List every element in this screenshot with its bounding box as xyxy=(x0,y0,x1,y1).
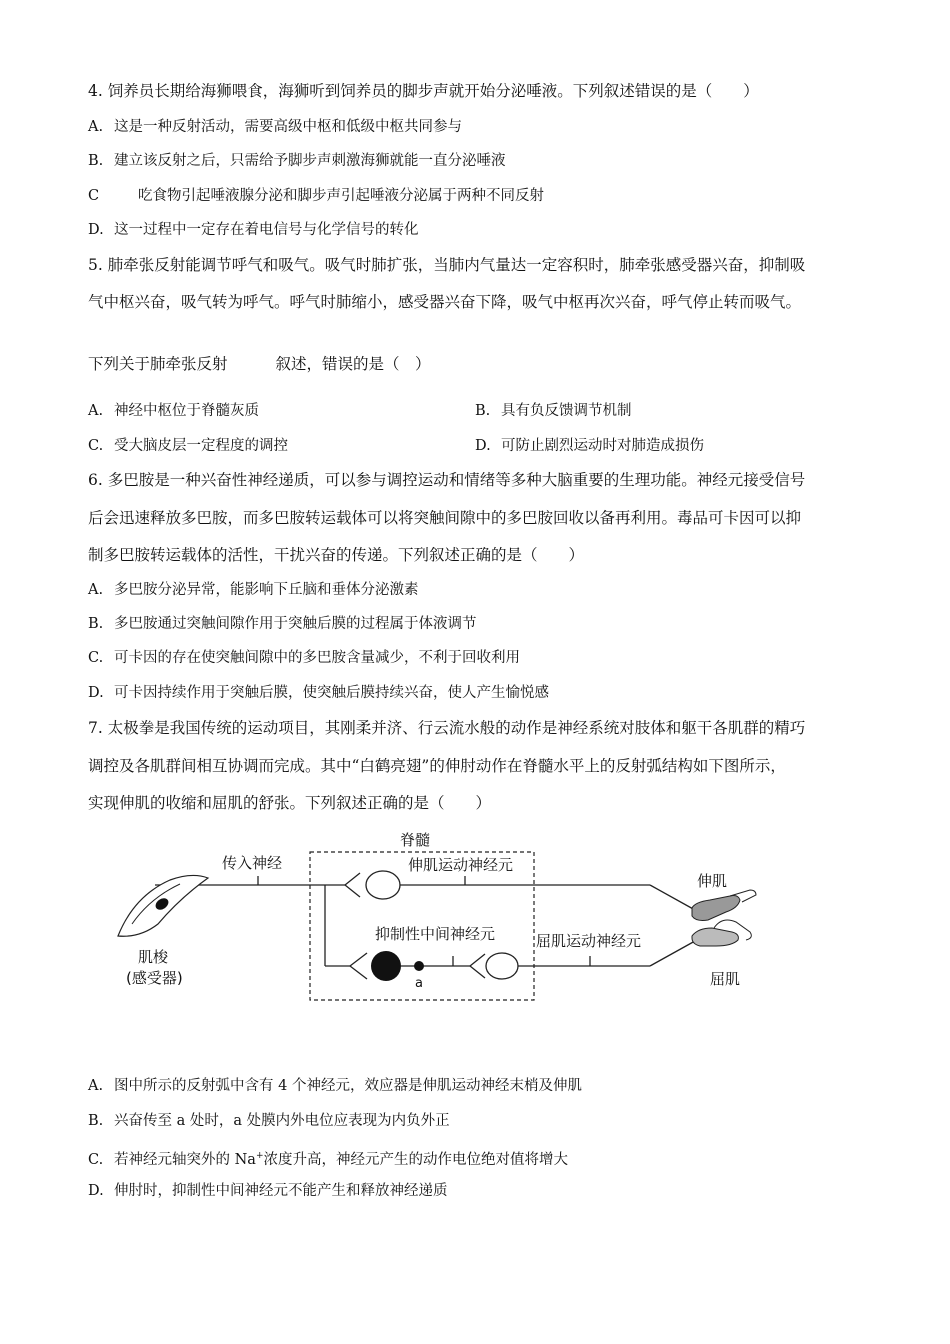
option-text: 神经中枢位于脊髓灰质 xyxy=(114,403,259,419)
option-text-before: 若神经元轴突外的 Na xyxy=(114,1151,256,1168)
nerve-to-flexor xyxy=(650,941,695,966)
option-letter: A. xyxy=(88,119,104,135)
q5-stem-part-a: 下列关于肺牵张反射 xyxy=(88,355,228,373)
q6-stem-line1: 6. 多巴胺是一种兴奋性神经递质，可以参与调控运动和情绪等多种大脑重要的生理功能。神经元接受信号 xyxy=(88,471,806,489)
q4-option-c xyxy=(88,186,544,206)
interneuron-synapse xyxy=(470,966,485,978)
q7-stem-line2: 调控及各肌群间相互协调而完成。其中“白鹤亮翅”的伸肘动作在脊髓水平上的反射弧结构如下图所示， xyxy=(88,757,786,775)
q4-option-a xyxy=(88,117,462,137)
nerve-to-extensor xyxy=(650,885,695,910)
q7-option-a xyxy=(88,1076,582,1096)
interneuron-synapse xyxy=(350,953,367,966)
option-letter: B. xyxy=(475,403,491,419)
interneuron-synapse xyxy=(470,954,485,966)
point-a-label: a xyxy=(415,976,423,991)
q5-stem-line2: 气中枢兴奋，吸气转为呼气。呼气时肺缩小，感受器兴奋下降，吸气中枢再次兴奋，呼气停止转而吸气。 xyxy=(88,293,802,311)
option-letter: D. xyxy=(88,1183,104,1199)
q5-stem-part-b: 叙述，错误的是（ ） xyxy=(275,355,431,373)
q4-option-d xyxy=(88,220,419,240)
option-text: 伸肘时，抑制性中间神经元不能产生和释放神经递质 xyxy=(114,1183,448,1199)
option-letter: A. xyxy=(88,582,104,598)
option-text: 受大脑皮层一定程度的调控 xyxy=(114,438,288,454)
option-letter: C xyxy=(88,188,100,204)
option-letter: D. xyxy=(88,222,104,238)
q7-stem-line3: 实现伸肌的收缩和屈肌的舒张。下列叙述正确的是（ ） xyxy=(88,794,492,812)
q4-stem: 4. 饲养员长期给海狮喂食，海狮听到饲养员的脚步声就开始分泌唾液。下列叙述错误的是（ ） xyxy=(88,82,759,100)
extensor-label: 伸肌 xyxy=(697,872,728,890)
q5-stem-line1: 5. 肺牵张反射能调节呼气和吸气。吸气时肺扩张，当肺内气量达一定容积时，肺牵张感受器兴奋，抑制吸 xyxy=(88,256,806,274)
q6-option-c xyxy=(88,648,520,668)
extensor-motor-label: 伸肌运动神经元 xyxy=(408,856,514,874)
option-text: 具有负反馈调节机制 xyxy=(501,403,632,419)
option-letter: C. xyxy=(88,438,104,454)
option-letter: D. xyxy=(88,685,104,701)
afferent-nerve-label: 传入神经 xyxy=(222,854,283,872)
superscript: + xyxy=(255,1151,264,1161)
flexor-motor-label: 屈肌运动神经元 xyxy=(536,932,642,950)
option-letter: C. xyxy=(88,650,104,666)
option-text: 这是一种反射活动，需要高级中枢和低级中枢共同参与 xyxy=(114,119,462,135)
reflex-arc-diagram xyxy=(110,828,760,1008)
q6-option-b xyxy=(88,614,477,634)
extensor-motor-neuron-body xyxy=(366,871,400,899)
q5-option-d xyxy=(475,436,704,456)
axon-to-extensor-synapse xyxy=(345,873,360,885)
option-letter: B. xyxy=(88,1113,104,1129)
option-letter: B. xyxy=(88,616,104,632)
q5-option-b xyxy=(475,401,632,421)
option-letter: D. xyxy=(475,438,491,454)
interneuron-label: 抑制性中间神经元 xyxy=(375,925,496,943)
option-letter: B. xyxy=(88,153,104,169)
q6-option-d xyxy=(88,683,549,703)
q7-option-d xyxy=(88,1181,448,1201)
q7-stem-line1: 7. 太极拳是我国传统的运动项目，其刚柔并济、行云流水般的动作是神经系统对肢体和躯干各肌群的精巧 xyxy=(88,719,806,737)
receptor-label: (感受器) xyxy=(126,969,183,987)
option-text-after: 浓度升高，神经元产生的动作电位绝对值将增大 xyxy=(263,1151,568,1168)
interneuron-synapse xyxy=(350,966,367,979)
option-text: 吃食物引起唾液腺分泌和脚步声引起唾液分泌属于两种不同反射 xyxy=(138,188,544,204)
flexor-motor-neuron-body xyxy=(486,953,518,979)
q5-option-a xyxy=(88,401,259,421)
q5-stem-line3 xyxy=(88,354,431,374)
option-text: 可卡因持续作用于突触后膜，使突触后膜持续兴奋，使人产生愉悦感 xyxy=(114,685,549,701)
q4-option-b xyxy=(88,151,506,171)
option-text: 兴奋传至 a 处时，a 处膜内外电位应表现为内负外正 xyxy=(114,1113,450,1129)
option-text: 可卡因的存在使突触间隙中的多巴胺含量减少，不利于回收利用 xyxy=(114,650,520,666)
flexor-muscle xyxy=(692,928,738,946)
q7-option-c xyxy=(88,1146,568,1170)
option-letter: A. xyxy=(88,1078,104,1094)
option-text: 多巴胺分泌异常，能影响下丘脑和垂体分泌激素 xyxy=(114,582,419,598)
option-text: 多巴胺通过突触间隙作用于突触后膜的过程属于体液调节 xyxy=(114,616,477,632)
muscle-spindle-label: 肌梭 xyxy=(138,948,169,966)
option-text: 建立该反射之后，只需给予脚步声刺激海狮就能一直分泌唾液 xyxy=(114,153,506,169)
option-text: 图中所示的反射弧中含有 4 个神经元，效应器是伸肌运动神经末梢及伸肌 xyxy=(114,1078,582,1094)
q7-option-b xyxy=(88,1111,450,1131)
q5-option-c xyxy=(88,436,288,456)
option-letter: A. xyxy=(88,403,104,419)
point-a-marker xyxy=(414,961,424,971)
flexor-label: 屈肌 xyxy=(710,970,741,988)
option-text: 可防止剧烈运动时对肺造成损伤 xyxy=(501,438,704,454)
spinal-cord-label: 脊髓 xyxy=(400,831,431,849)
axon-to-extensor-synapse xyxy=(345,885,360,897)
option-letter: C. xyxy=(88,1151,104,1168)
extensor-muscle xyxy=(692,896,740,921)
q6-option-a xyxy=(88,580,419,600)
option-text: 这一过程中一定存在着电信号与化学信号的转化 xyxy=(114,222,419,238)
q6-stem-line2: 后会迅速释放多巴胺，而多巴胺转运载体可以将突触间隙中的多巴胺回收以备再利用。毒品可卡因可以抑 xyxy=(88,509,802,527)
q6-stem-line3: 制多巴胺转运载体的活性，干扰兴奋的传递。下列叙述正确的是（ ） xyxy=(88,546,585,564)
inhibitory-interneuron-body xyxy=(371,951,401,981)
